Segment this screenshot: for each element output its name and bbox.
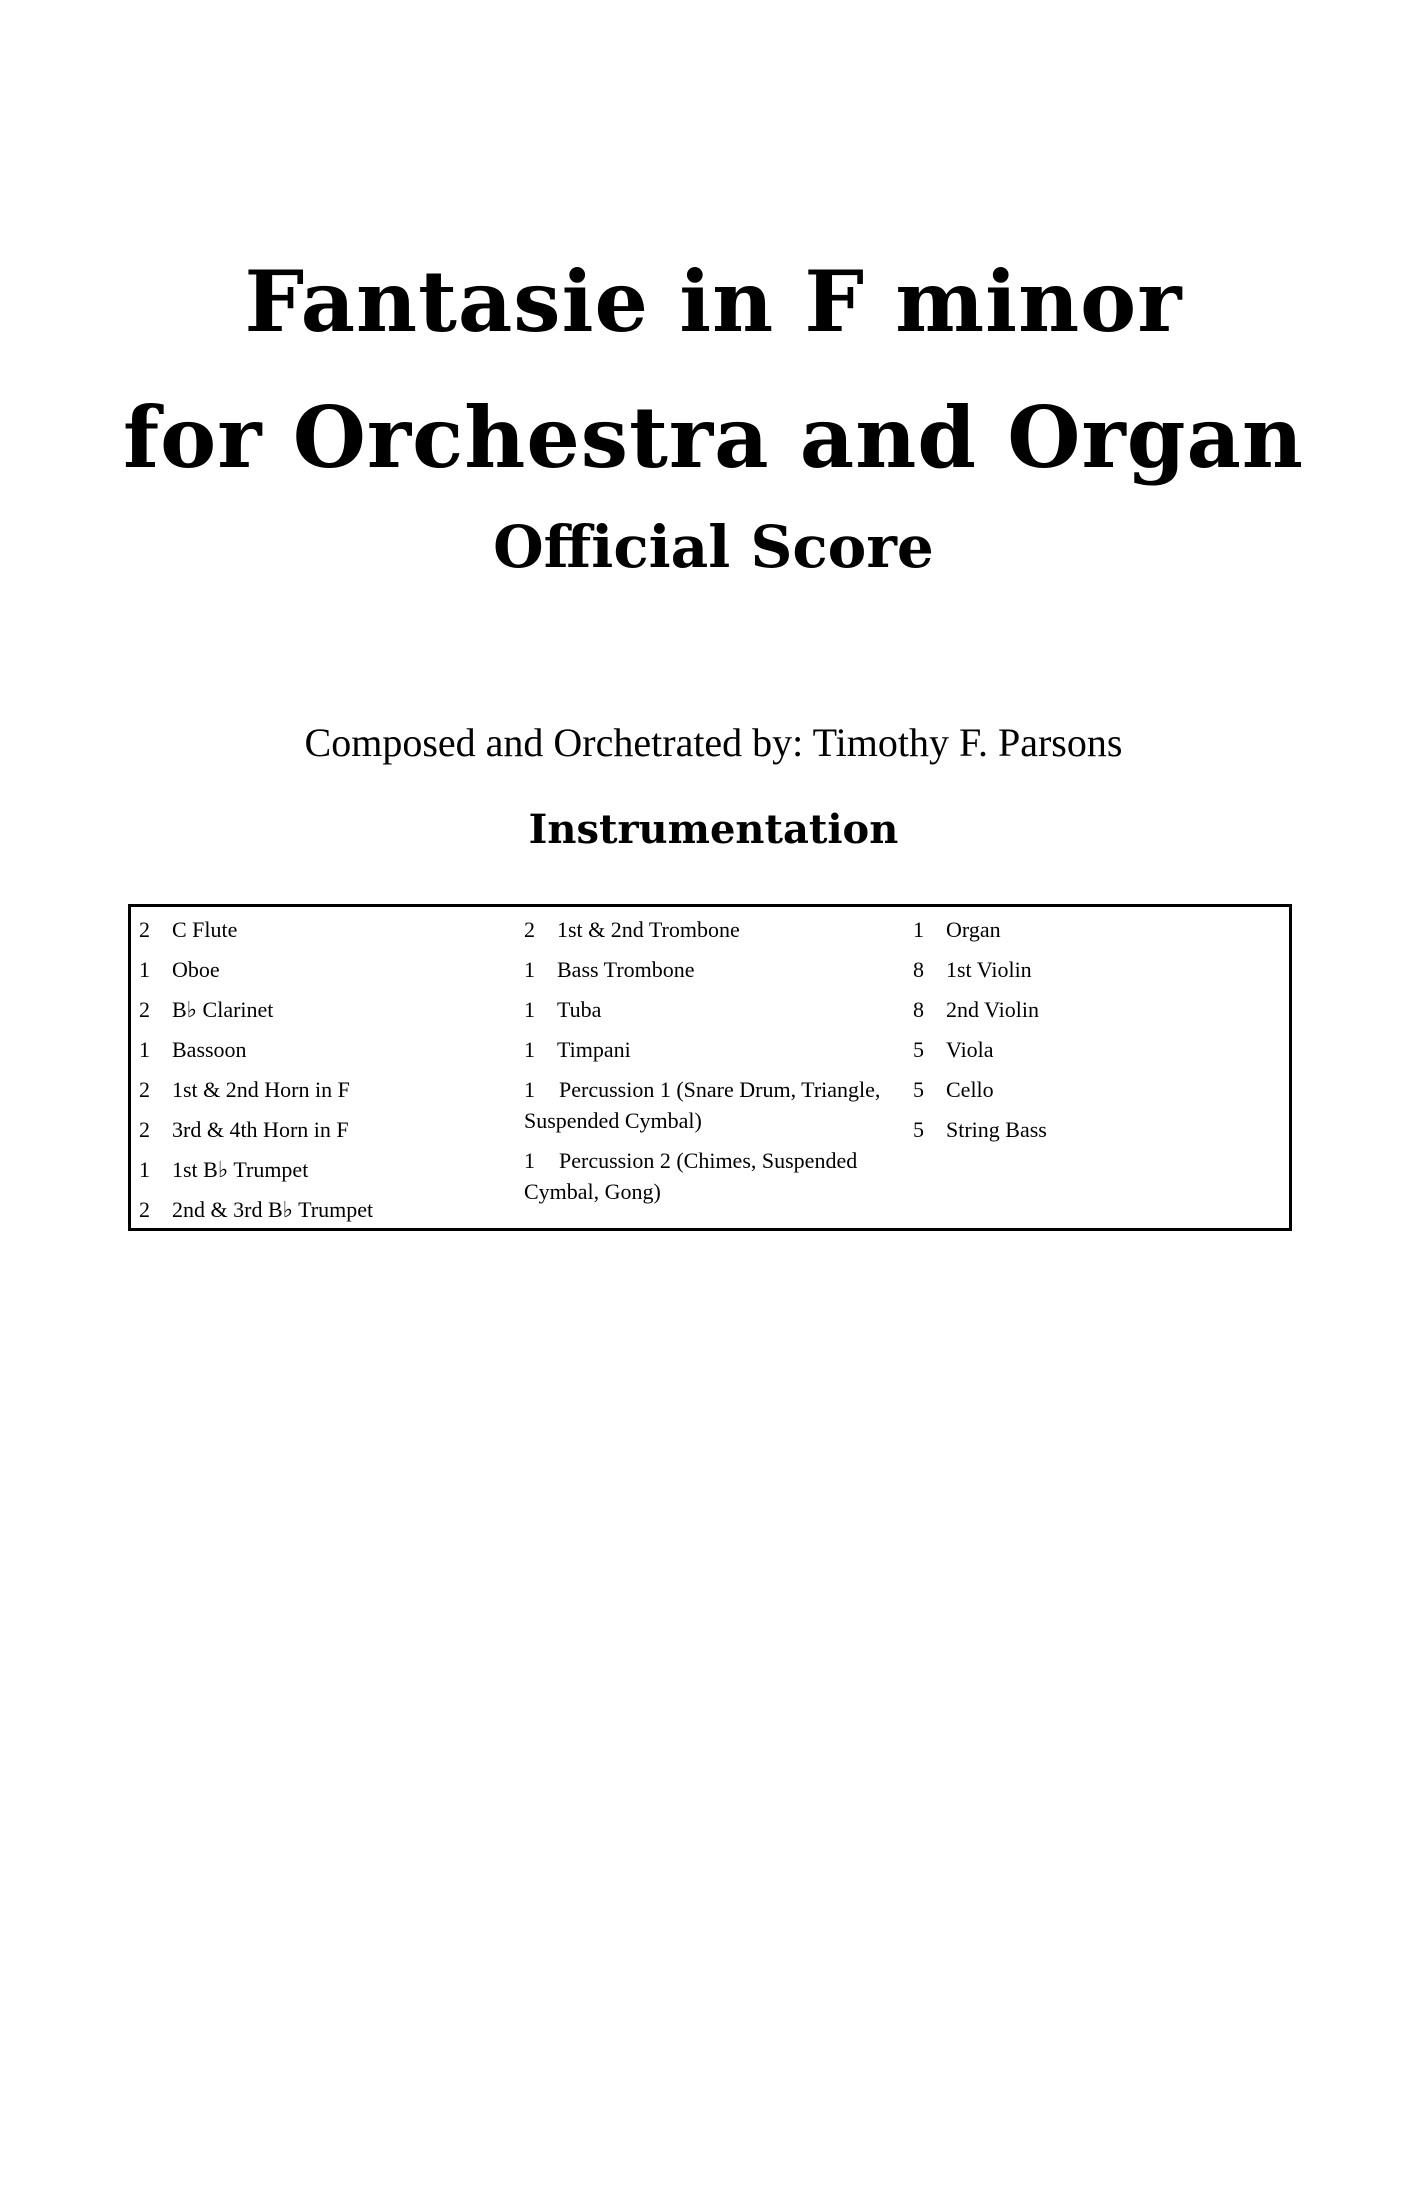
instrument-entry	[524, 994, 904, 1025]
instrument-name: Cello	[946, 1077, 994, 1102]
instrument-entry	[524, 954, 904, 985]
instrument-quantity: 2	[524, 917, 535, 942]
instrument-entry	[139, 954, 519, 985]
instrument-quantity: 1	[913, 917, 924, 942]
instrument-entry	[139, 1034, 519, 1065]
instrument-quantity: 2	[139, 1197, 150, 1222]
instrument-entry	[139, 1074, 519, 1105]
subtitle: Official Score	[493, 513, 934, 581]
instrument-name: 1st B♭ Trumpet	[172, 1157, 309, 1182]
instrument-entry	[524, 914, 904, 945]
instrument-entry	[524, 1145, 884, 1207]
instrument-quantity: 5	[913, 1117, 924, 1142]
instrument-name: Oboe	[172, 957, 220, 982]
instrumentation-heading: Instrumentation	[528, 806, 899, 853]
instrument-quantity: 1	[524, 1077, 535, 1102]
instrument-name: Timpani	[557, 1037, 631, 1062]
instrument-entry	[139, 994, 519, 1025]
instrument-name: 2nd & 3rd B♭ Trumpet	[172, 1197, 374, 1222]
title-line-2: for Orchestra and Organ	[123, 388, 1304, 487]
instrument-quantity: 8	[913, 997, 924, 1022]
instrument-quantity: 1	[139, 1157, 150, 1182]
instrument-name: 1st & 2nd Trombone	[557, 917, 740, 942]
instrument-entry	[139, 1114, 519, 1145]
instrument-entry	[139, 1154, 519, 1185]
instrument-entry	[913, 954, 1283, 985]
instrument-entry	[913, 994, 1283, 1025]
instrument-quantity: 2	[139, 1117, 150, 1142]
instrument-name: 1st Violin	[946, 957, 1032, 982]
instrument-quantity: 8	[913, 957, 924, 982]
instrument-quantity: 1	[524, 957, 535, 982]
instrument-column-1	[139, 907, 519, 1225]
instrument-quantity: 5	[913, 1077, 924, 1102]
instrument-column-3	[913, 907, 1283, 1145]
instrument-name: B♭ Clarinet	[172, 997, 274, 1022]
instrument-quantity: 1	[524, 997, 535, 1022]
instrument-quantity: 2	[139, 997, 150, 1022]
instrument-entry	[913, 1114, 1283, 1145]
instrument-entry	[913, 1034, 1283, 1065]
title-line-1: Fantasie in F minor	[244, 252, 1183, 351]
instrument-name: Percussion 2 (Chimes, Suspended Cymbal, Gong)	[524, 1148, 858, 1204]
instrument-quantity: 2	[139, 917, 150, 942]
instrument-entry	[913, 1074, 1283, 1105]
instrument-entry	[139, 914, 519, 945]
instrument-name: 1st & 2nd Horn in F	[172, 1077, 350, 1102]
instrument-column-2	[524, 907, 904, 1207]
instrument-name: Viola	[946, 1037, 994, 1062]
instrument-name: String Bass	[946, 1117, 1047, 1142]
instrument-quantity: 1	[139, 957, 150, 982]
instrument-quantity: 5	[913, 1037, 924, 1062]
instrument-entry	[524, 1074, 884, 1136]
instrument-name: 3rd & 4th Horn in F	[172, 1117, 349, 1142]
instrumentation-box	[128, 904, 1292, 1231]
instrument-name: C Flute	[172, 917, 238, 942]
instrument-name: Tuba	[557, 997, 602, 1022]
instrument-quantity: 1	[524, 1148, 535, 1173]
instrument-name: Percussion 1 (Snare Drum, Triangle, Suspended Cymbal)	[524, 1077, 881, 1133]
instrument-quantity: 1	[524, 1037, 535, 1062]
instrument-entry	[139, 1194, 519, 1225]
instrument-entry	[913, 914, 1283, 945]
instrument-name: Bass Trombone	[557, 957, 695, 982]
composer-credit: Composed and Orchetrated by: Timothy F. Parsons	[304, 720, 1123, 765]
instrument-quantity: 1	[139, 1037, 150, 1062]
instrument-name: Bassoon	[172, 1037, 247, 1062]
instrument-name: Organ	[946, 917, 1001, 942]
instrument-entry	[524, 1034, 904, 1065]
instrument-quantity: 2	[139, 1077, 150, 1102]
instrument-name: 2nd Violin	[946, 997, 1040, 1022]
